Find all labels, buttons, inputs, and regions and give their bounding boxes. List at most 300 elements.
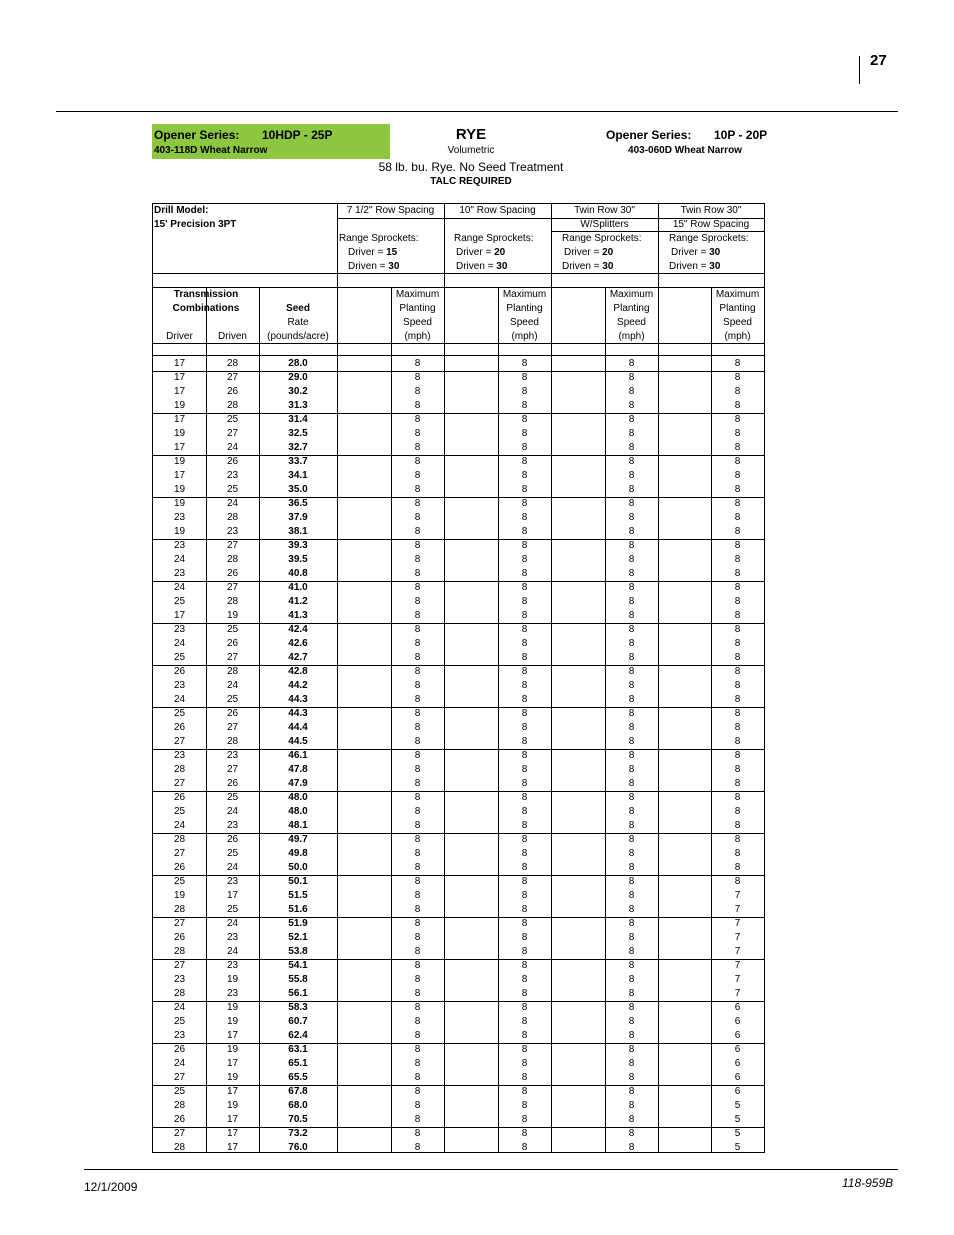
footer-rule <box>84 1169 898 1170</box>
max-speed-header: Speed <box>510 317 539 328</box>
speed-cell: 8 <box>521 568 528 579</box>
crop-description: 58 lb. bu. Rye. No Seed Treatment <box>378 160 564 174</box>
speed-cell: 8 <box>414 582 421 593</box>
driven-cell: 28 <box>226 400 239 411</box>
speed-cell: 8 <box>414 778 421 789</box>
speed-cell: 8 <box>521 526 528 537</box>
range-driven: 30 <box>709 261 721 272</box>
driven-prefix: Driven = <box>348 261 389 272</box>
speed-cell: 8 <box>414 722 421 733</box>
range-driver: 30 <box>709 247 721 258</box>
driven-cell: 17 <box>226 1142 239 1153</box>
speed-cell: 8 <box>628 792 635 803</box>
seed-rate-cell: 50.0 <box>288 862 308 873</box>
speed-cell: 8 <box>628 638 635 649</box>
driven-cell: 25 <box>226 694 239 705</box>
rate-header: Rate <box>287 317 309 328</box>
driven-cell: 25 <box>226 414 239 425</box>
driver-cell: 28 <box>173 1100 186 1111</box>
speed-cell: 8 <box>521 1100 528 1111</box>
speed-cell: 8 <box>414 540 421 551</box>
speed-cell: 8 <box>414 862 421 873</box>
max-speed-header: Speed <box>723 317 752 328</box>
driver-cell: 27 <box>173 778 186 789</box>
speed-cell: 5 <box>734 1128 741 1139</box>
page-number-divider <box>859 56 860 84</box>
table-row <box>153 413 764 427</box>
seed-rate-cell: 58.3 <box>288 1002 308 1013</box>
driver-prefix: Driver = <box>564 247 603 258</box>
driven-cell: 28 <box>226 736 239 747</box>
driver-cell: 24 <box>173 1002 186 1013</box>
driven-cell: 28 <box>226 666 239 677</box>
seed-rate-cell: 44.2 <box>288 680 308 691</box>
driver-header: Driver <box>166 331 193 342</box>
driver-cell: 23 <box>173 680 186 691</box>
speed-cell: 8 <box>521 778 528 789</box>
speed-cell: 8 <box>414 1128 421 1139</box>
table-row <box>153 987 764 1001</box>
driven-cell: 23 <box>226 932 239 943</box>
speed-cell: 8 <box>628 680 635 691</box>
row-group-line <box>153 833 764 834</box>
speed-cell: 8 <box>734 610 741 621</box>
speed-cell: 8 <box>414 1100 421 1111</box>
driver-cell: 25 <box>173 1086 186 1097</box>
row-group-line <box>153 497 764 498</box>
speed-cell: 8 <box>521 624 528 635</box>
speed-cell: 8 <box>521 582 528 593</box>
driver-cell: 25 <box>173 806 186 817</box>
speed-cell: 8 <box>734 736 741 747</box>
driver-cell: 19 <box>173 428 186 439</box>
seed-rate-cell: 44.3 <box>288 694 308 705</box>
speed-cell: 8 <box>734 666 741 677</box>
speed-cell: 8 <box>628 876 635 887</box>
speed-cell: 8 <box>414 414 421 425</box>
speed-cell: 8 <box>414 456 421 467</box>
left-opener-block <box>152 124 390 159</box>
speed-cell: 8 <box>628 1142 635 1153</box>
max-speed-header: (mph) <box>724 331 751 342</box>
driver-cell: 26 <box>173 932 186 943</box>
seed-rate-table <box>152 203 765 1153</box>
driver-cell: 25 <box>173 708 186 719</box>
speed-cell: 8 <box>734 386 741 397</box>
driver-cell: 26 <box>173 722 186 733</box>
table-row <box>153 735 764 749</box>
driven-cell: 25 <box>226 848 239 859</box>
speed-cell: 8 <box>628 848 635 859</box>
row-group-line <box>153 959 764 960</box>
driven-cell: 28 <box>226 554 239 565</box>
speed-cell: 8 <box>414 358 421 369</box>
table-row <box>153 553 764 567</box>
speed-cell: 8 <box>414 876 421 887</box>
speed-cell: 7 <box>734 988 741 999</box>
table-row <box>153 819 764 833</box>
driven-cell: 17 <box>226 1128 239 1139</box>
speed-cell: 8 <box>521 386 528 397</box>
seed-rate-cell: 49.7 <box>288 834 308 845</box>
driven-cell: 23 <box>226 988 239 999</box>
speed-cell: 8 <box>628 1086 635 1097</box>
speed-cell: 8 <box>628 722 635 733</box>
driver-cell: 24 <box>173 1058 186 1069</box>
speed-cell: 8 <box>734 428 741 439</box>
seed-rate-cell: 40.8 <box>288 568 308 579</box>
speed-cell: 8 <box>734 764 741 775</box>
speed-cell: 8 <box>628 624 635 635</box>
speed-cell: 8 <box>521 484 528 495</box>
seed-rate-cell: 48.0 <box>288 806 308 817</box>
speed-cell: 8 <box>521 722 528 733</box>
driver-cell: 24 <box>173 582 186 593</box>
speed-cell: 8 <box>628 988 635 999</box>
speed-cell: 8 <box>521 442 528 453</box>
seed-rate-cell: 62.4 <box>288 1030 308 1041</box>
speed-cell: 8 <box>734 680 741 691</box>
speed-cell: 6 <box>734 1030 741 1041</box>
driver-cell: 28 <box>173 1142 186 1153</box>
speed-cell: 8 <box>414 806 421 817</box>
speed-cell: 8 <box>414 666 421 677</box>
spacing-header: Twin Row 30" <box>680 205 742 216</box>
seed-rate-cell: 38.1 <box>288 526 308 537</box>
row-group-line <box>153 371 764 372</box>
table-row <box>153 1057 764 1071</box>
speed-cell: 8 <box>734 358 741 369</box>
driver-cell: 19 <box>173 498 186 509</box>
speed-cell: 8 <box>734 568 741 579</box>
max-speed-header: Planting <box>613 303 650 314</box>
speed-cell: 8 <box>628 1100 635 1111</box>
driven-prefix: Driven = <box>562 261 603 272</box>
speed-cell: 8 <box>734 554 741 565</box>
seed-header: Seed <box>286 303 310 314</box>
table-row <box>153 875 764 889</box>
table-row <box>153 917 764 931</box>
range-label: Range Sprockets: <box>339 233 419 244</box>
speed-cell: 8 <box>521 946 528 957</box>
speed-cell: 8 <box>521 1142 528 1153</box>
driver-cell: 24 <box>173 554 186 565</box>
speed-cell: 8 <box>521 400 528 411</box>
speed-cell: 8 <box>628 764 635 775</box>
row-group-line <box>153 707 764 708</box>
max-speed-header: Planting <box>399 303 436 314</box>
spacing-subheader: W/Splitters <box>580 219 629 230</box>
table-row <box>153 889 764 903</box>
driver-cell: 27 <box>173 960 186 971</box>
speed-cell: 8 <box>414 428 421 439</box>
speed-cell: 8 <box>734 442 741 453</box>
speed-cell: 8 <box>628 470 635 481</box>
driven-cell: 26 <box>226 834 239 845</box>
speed-cell: 8 <box>414 624 421 635</box>
table-row <box>153 399 764 413</box>
driver-cell: 25 <box>173 876 186 887</box>
seed-rate-cell: 44.5 <box>288 736 308 747</box>
driver-cell: 17 <box>173 386 186 397</box>
speed-cell: 8 <box>628 554 635 565</box>
speed-cell: 8 <box>628 610 635 621</box>
table-row <box>153 1127 764 1141</box>
driver-cell: 26 <box>173 1044 186 1055</box>
seed-rate-cell: 31.4 <box>288 414 308 425</box>
speed-cell: 8 <box>734 862 741 873</box>
speed-cell: 8 <box>628 582 635 593</box>
drill-model-label: Drill Model: <box>154 205 209 216</box>
crop-note: TALC REQUIRED <box>430 176 512 187</box>
table-row <box>153 1029 764 1043</box>
speed-cell: 8 <box>414 1114 421 1125</box>
speed-cell: 6 <box>734 1002 741 1013</box>
row-group-line <box>153 455 764 456</box>
speed-cell: 8 <box>734 694 741 705</box>
driven-cell: 17 <box>226 890 239 901</box>
driver-cell: 17 <box>173 358 186 369</box>
row-group-line <box>153 1085 764 1086</box>
seed-rate-cell: 41.2 <box>288 596 308 607</box>
driven-cell: 19 <box>226 974 239 985</box>
table-row <box>153 609 764 623</box>
speed-cell: 8 <box>414 1072 421 1083</box>
speed-cell: 8 <box>734 638 741 649</box>
seed-rate-cell: 51.5 <box>288 890 308 901</box>
table-row <box>153 623 764 637</box>
driver-prefix: Driver = <box>456 247 495 258</box>
spacing-header: 7 1/2" Row Spacing <box>346 205 435 216</box>
speed-cell: 6 <box>734 1086 741 1097</box>
max-speed-header: Maximum <box>609 289 654 300</box>
seed-rate-cell: 41.0 <box>288 582 308 593</box>
table-row <box>153 1015 764 1029</box>
driver-cell: 17 <box>173 470 186 481</box>
transmission-header: Transmission <box>173 289 239 300</box>
driver-cell: 26 <box>173 1114 186 1125</box>
seed-rate-cell: 51.9 <box>288 918 308 929</box>
speed-cell: 8 <box>734 540 741 551</box>
driver-cell: 26 <box>173 862 186 873</box>
speed-cell: 8 <box>734 848 741 859</box>
speed-cell: 8 <box>521 764 528 775</box>
speed-cell: 8 <box>734 414 741 425</box>
speed-cell: 8 <box>734 400 741 411</box>
driven-cell: 28 <box>226 596 239 607</box>
driver-cell: 19 <box>173 400 186 411</box>
seed-rate-cell: 28.0 <box>288 358 308 369</box>
speed-cell: 8 <box>628 498 635 509</box>
driver-cell: 27 <box>173 918 186 929</box>
speed-cell: 8 <box>414 1044 421 1055</box>
table-row <box>153 637 764 651</box>
table-row <box>153 791 764 805</box>
driven-cell: 17 <box>226 1030 239 1041</box>
speed-cell: 8 <box>414 554 421 565</box>
speed-cell: 8 <box>734 708 741 719</box>
max-speed-header: (mph) <box>404 331 431 342</box>
speed-cell: 8 <box>521 988 528 999</box>
driven-cell: 23 <box>226 820 239 831</box>
driver-cell: 26 <box>173 792 186 803</box>
seed-rate-cell: 63.1 <box>288 1044 308 1055</box>
speed-cell: 8 <box>628 918 635 929</box>
driven-cell: 25 <box>226 792 239 803</box>
table-row <box>153 1001 764 1015</box>
row-group-line <box>153 1001 764 1002</box>
table-row <box>153 945 764 959</box>
speed-cell: 8 <box>734 484 741 495</box>
speed-cell: 8 <box>628 806 635 817</box>
driven-prefix: Driven = <box>669 261 710 272</box>
driver-cell: 19 <box>173 526 186 537</box>
table-row <box>153 749 764 763</box>
driven-cell: 17 <box>226 1086 239 1097</box>
table-row <box>153 581 764 595</box>
speed-cell: 8 <box>521 428 528 439</box>
table-row <box>153 679 764 693</box>
drill-model: 15' Precision 3PT <box>154 219 237 230</box>
seed-rate-cell: 67.8 <box>288 1086 308 1097</box>
row-group-line <box>153 749 764 750</box>
seed-rate-cell: 44.3 <box>288 708 308 719</box>
range-driver: 20 <box>602 247 614 258</box>
max-speed-header: Planting <box>506 303 543 314</box>
driver-cell: 23 <box>173 1030 186 1041</box>
seed-units-header: (pounds/acre) <box>267 331 329 342</box>
driven-cell: 26 <box>226 708 239 719</box>
driver-cell: 25 <box>173 1016 186 1027</box>
speed-cell: 8 <box>734 596 741 607</box>
speed-cell: 8 <box>628 386 635 397</box>
table-row <box>153 469 764 483</box>
driven-cell: 19 <box>226 1072 239 1083</box>
speed-cell: 8 <box>414 1030 421 1041</box>
seed-rate-cell: 37.9 <box>288 512 308 523</box>
speed-cell: 8 <box>521 1002 528 1013</box>
driver-cell: 23 <box>173 512 186 523</box>
speed-cell: 8 <box>521 1044 528 1055</box>
speed-cell: 8 <box>521 638 528 649</box>
seed-rate-cell: 68.0 <box>288 1100 308 1111</box>
speed-cell: 8 <box>628 400 635 411</box>
driver-cell: 28 <box>173 988 186 999</box>
driven-cell: 28 <box>226 512 239 523</box>
speed-cell: 8 <box>628 946 635 957</box>
speed-cell: 8 <box>628 1016 635 1027</box>
speed-cell: 8 <box>414 848 421 859</box>
speed-cell: 8 <box>521 372 528 383</box>
driver-prefix: Driver = <box>348 247 387 258</box>
table-row <box>153 847 764 861</box>
right-opener-label: Opener Series: <box>606 128 692 142</box>
speed-cell: 8 <box>414 1058 421 1069</box>
speed-cell: 8 <box>414 736 421 747</box>
driven-cell: 19 <box>226 610 239 621</box>
driven-cell: 24 <box>226 498 239 509</box>
speed-cell: 8 <box>521 358 528 369</box>
seed-rate-cell: 47.9 <box>288 778 308 789</box>
left-opener-series: 10HDP - 25P <box>262 128 333 142</box>
driven-cell: 27 <box>226 722 239 733</box>
driven-cell: 23 <box>226 750 239 761</box>
driven-cell: 26 <box>226 456 239 467</box>
driven-cell: 24 <box>226 806 239 817</box>
speed-cell: 8 <box>414 834 421 845</box>
speed-cell: 8 <box>628 736 635 747</box>
speed-cell: 7 <box>734 932 741 943</box>
table-row <box>153 1099 764 1113</box>
driver-cell: 25 <box>173 596 186 607</box>
speed-cell: 8 <box>628 1002 635 1013</box>
speed-cell: 8 <box>628 442 635 453</box>
speed-cell: 8 <box>734 372 741 383</box>
speed-cell: 8 <box>521 652 528 663</box>
table-row <box>153 1071 764 1085</box>
seed-rate-cell: 34.1 <box>288 470 308 481</box>
driver-cell: 17 <box>173 610 186 621</box>
crop-method: Volumetric <box>447 145 495 156</box>
seed-rate-cell: 33.7 <box>288 456 308 467</box>
range-label: Range Sprockets: <box>454 233 534 244</box>
speed-cell: 8 <box>521 974 528 985</box>
seed-rate-cell: 35.0 <box>288 484 308 495</box>
row-group-line <box>153 917 764 918</box>
seed-rate-cell: 65.5 <box>288 1072 308 1083</box>
speed-cell: 8 <box>414 1016 421 1027</box>
range-driver: 15 <box>386 247 398 258</box>
row-group-line <box>153 1127 764 1128</box>
speed-cell: 8 <box>734 722 741 733</box>
right-opener-series: 10P - 20P <box>714 128 768 142</box>
table-row <box>153 861 764 875</box>
speed-cell: 8 <box>628 526 635 537</box>
speed-cell: 8 <box>734 582 741 593</box>
speed-cell: 8 <box>734 820 741 831</box>
driven-cell: 26 <box>226 568 239 579</box>
seed-rate-cell: 65.1 <box>288 1058 308 1069</box>
max-speed-header: Speed <box>403 317 432 328</box>
header-line <box>153 273 764 274</box>
speed-cell: 6 <box>734 1044 741 1055</box>
speed-cell: 8 <box>414 512 421 523</box>
driven-cell: 19 <box>226 1044 239 1055</box>
speed-cell: 8 <box>734 470 741 481</box>
speed-cell: 8 <box>414 526 421 537</box>
speed-cell: 8 <box>628 862 635 873</box>
driver-cell: 27 <box>173 1072 186 1083</box>
seed-rate-cell: 46.1 <box>288 750 308 761</box>
speed-cell: 5 <box>734 1142 741 1153</box>
speed-cell: 8 <box>414 932 421 943</box>
driver-cell: 23 <box>173 568 186 579</box>
speed-cell: 8 <box>628 974 635 985</box>
row-group-line <box>153 539 764 540</box>
driver-cell: 27 <box>173 848 186 859</box>
speed-cell: 6 <box>734 1072 741 1083</box>
driver-cell: 19 <box>173 484 186 495</box>
speed-cell: 8 <box>628 890 635 901</box>
spacing-subheader: 15" Row Spacing <box>672 219 750 230</box>
table-row <box>153 1141 764 1155</box>
range-driver: 20 <box>494 247 506 258</box>
table-row <box>153 427 764 441</box>
table-row <box>153 497 764 511</box>
table-row <box>153 903 764 917</box>
driven-cell: 24 <box>226 442 239 453</box>
speed-cell: 8 <box>628 652 635 663</box>
